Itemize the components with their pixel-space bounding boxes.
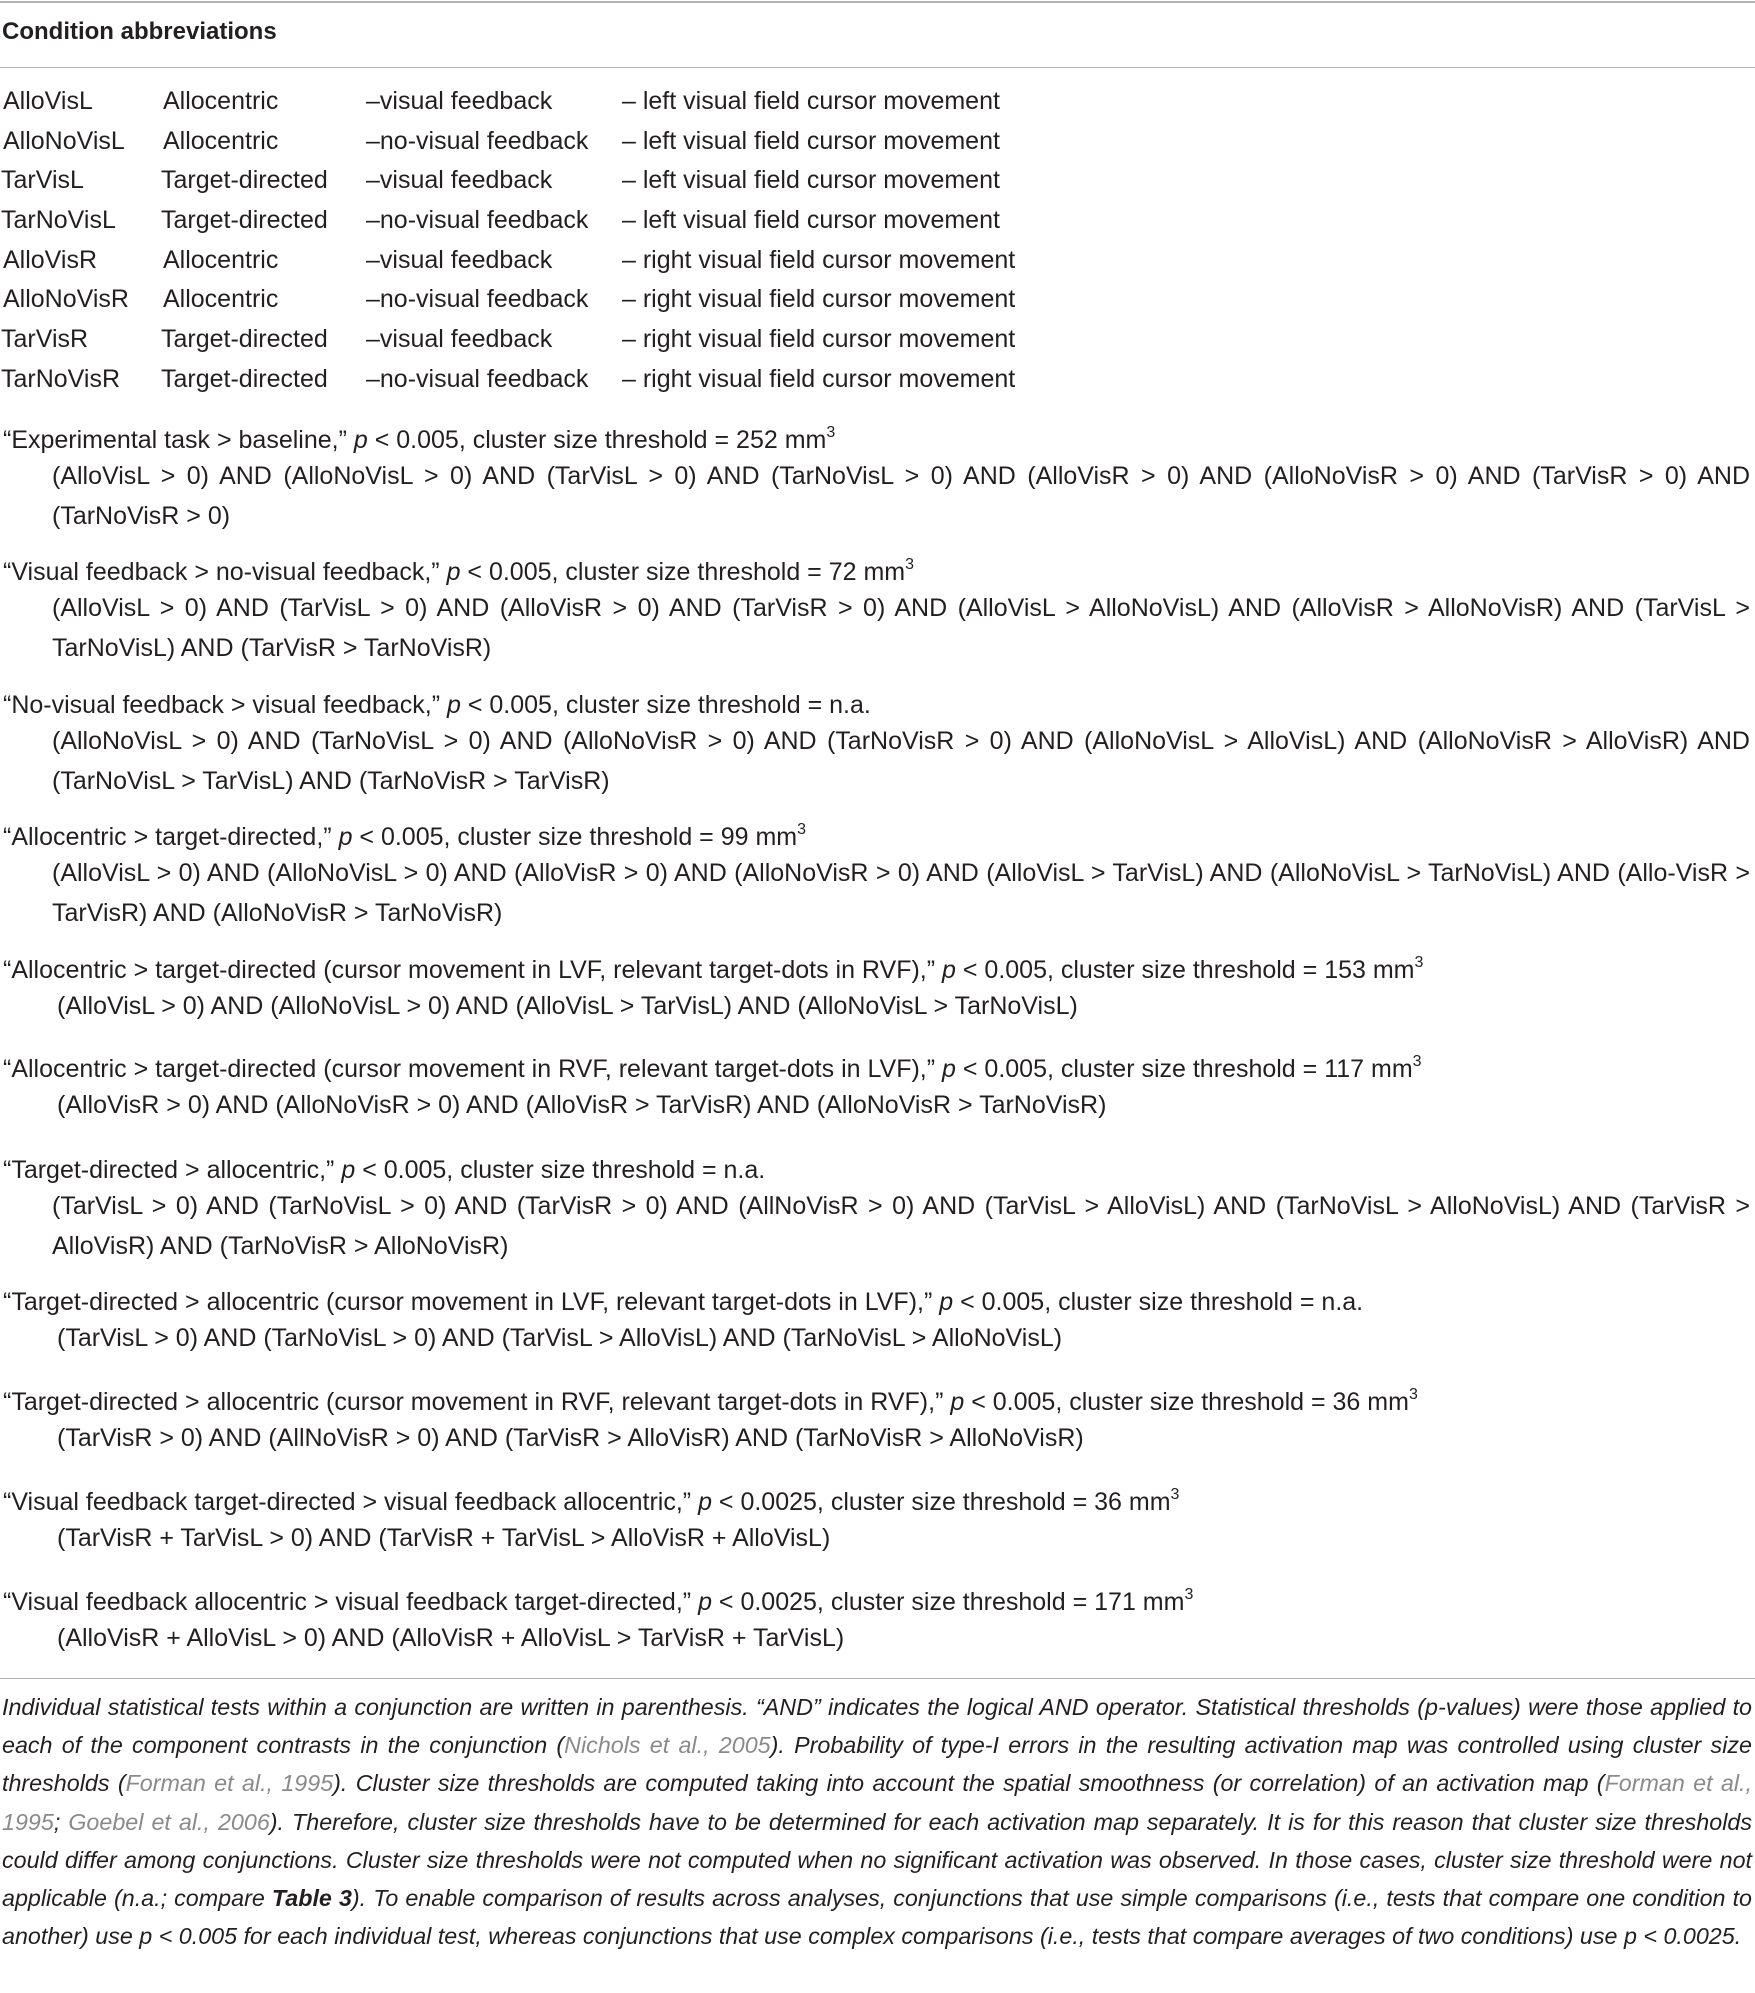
abbr-strategy: Target-directed xyxy=(161,325,328,354)
p-symbol: p xyxy=(939,1288,954,1316)
threshold-text: < 0.005, cluster size threshold = n.a. xyxy=(460,691,871,719)
abbr-field: – right visual field cursor movement xyxy=(622,285,1016,314)
table-reference-link[interactable]: Table 3 xyxy=(271,1885,352,1912)
abbr-field: – left visual field cursor movement xyxy=(622,206,1000,235)
conjunction-formula: (AlloVisL > 0) AND (AlloNoVisL > 0) AND (AlloVisL > TarVisL) AND (AlloNoVisL > TarNoVisL) xyxy=(57,992,1078,1020)
threshold-text: < 0.005, cluster size threshold = 99 mm xyxy=(352,823,798,851)
citation-link[interactable]: Goebel et al., 2006 xyxy=(68,1808,270,1835)
conjunction-formula: (TarVisR + TarVisL > 0) AND (TarVisR + TarVisL > AlloVisR + AlloVisL) xyxy=(57,1524,831,1552)
conjunction-title xyxy=(3,819,806,855)
abbr-strategy: Target-directed xyxy=(161,166,328,195)
threshold-text: < 0.005, cluster size threshold = 36 mm xyxy=(964,1388,1409,1416)
footnote-text: ). Probability of type-I errors in the resulting activation map was controlled using cluster size thresholds ( xyxy=(2,1732,1752,1797)
conjunction-formula: (AlloVisL > 0) AND (AlloNoVisL > 0) AND (AlloVisR > 0) AND (AlloNoVisR > 0) AND (AlloVisL > TarVisL) AND (AlloNoVisL > TarNoVisL) AND (Allo-VisR > TarVisR) AND (AlloNoVisR > TarNoVisR) xyxy=(52,859,1750,927)
p-symbol: p xyxy=(446,558,461,586)
p-symbol: p xyxy=(446,691,461,719)
citation-link[interactable]: Forman et al., 1995 xyxy=(125,1770,334,1797)
abbr-field: – left visual field cursor movement xyxy=(622,126,1000,155)
abbr-code: TarVisL xyxy=(1,166,84,195)
conjunction-title xyxy=(3,554,914,590)
unit-superscript: 3 xyxy=(905,555,915,573)
bottom-rule xyxy=(0,1678,1755,1679)
abbr-feedback: –no-visual feedback xyxy=(366,285,589,314)
conjunction-formula: (TarVisR > 0) AND (AllNoVisR > 0) AND (TarVisR > AlloVisR) AND (TarNoVisR > AlloNoVisR) xyxy=(57,1424,1084,1452)
footnote-text: ; xyxy=(53,1808,69,1835)
abbr-code: TarNoVisR xyxy=(1,364,121,393)
abbr-code: TarNoVisL xyxy=(1,206,116,235)
footnote-text: Individual statistical tests within a conjunction are written in parenthesis. “AND” indicates the logical AND operator. Statistical thresholds (p-values) were those applied to each of the component contrasts in the conjunction ( xyxy=(2,1694,1752,1759)
abbr-field: – right visual field cursor movement xyxy=(622,364,1016,393)
abbr-field: – right visual field cursor movement xyxy=(622,245,1016,274)
abbr-code: AlloNoVisL xyxy=(3,126,125,155)
abbr-field: – right visual field cursor movement xyxy=(622,325,1016,354)
abbr-feedback: –no-visual feedback xyxy=(366,206,589,235)
conjunction-title xyxy=(3,1051,1422,1087)
conjunction-title xyxy=(3,687,871,723)
p-symbol: p xyxy=(942,956,956,984)
top-rule xyxy=(0,1,1755,3)
threshold-text: < 0.0025, cluster size threshold = 36 mm xyxy=(711,1488,1171,1516)
p-symbol: p xyxy=(698,1488,712,1516)
abbr-feedback: –visual feedback xyxy=(366,245,553,274)
threshold-text: < 0.0025, cluster size threshold = 171 mm xyxy=(711,1588,1185,1616)
abbr-strategy: Target-directed xyxy=(161,364,328,393)
abbr-code: AlloVisL xyxy=(3,87,93,115)
contrast-name: “Visual feedback allocentric > visual feedback target-directed,” xyxy=(3,1588,692,1616)
p-symbol: p xyxy=(950,1388,965,1416)
unit-superscript: 3 xyxy=(1408,1385,1418,1403)
abbr-strategy: Allocentric xyxy=(163,285,279,314)
contrast-name: “Allocentric > target-directed (cursor movement in RVF, relevant target-dots in LVF),” xyxy=(3,1055,936,1083)
abbr-strategy: Allocentric xyxy=(163,126,279,155)
table-footnote xyxy=(2,1688,1752,1955)
conjunction-title xyxy=(3,1152,765,1188)
conjunction-title xyxy=(3,422,835,458)
conjunction-formula: (TarVisL > 0) AND (TarNoVisL > 0) AND (TarVisR > 0) AND (AllNoVisR > 0) AND (TarVisL > AlloVisL) AND (TarNoVisL > AlloNoVisL) AND (TarVisR > AlloVisR) AND (TarNoVisR > AlloNoVisR) xyxy=(52,1192,1750,1260)
footnote-text: ). Cluster size thresholds are computed taking into account the spatial smoothness (or correlation) of an activation map ( xyxy=(333,1770,1605,1797)
contrast-name: “Target-directed > allocentric (cursor movement in RVF, relevant target-dots in RVF),” xyxy=(3,1388,944,1416)
abbr-strategy: Target-directed xyxy=(161,206,328,235)
table-header: Condition abbreviations xyxy=(2,18,277,45)
contrast-name: “Visual feedback > no-visual feedback,” xyxy=(3,558,440,586)
conjunction-title xyxy=(3,1384,1418,1420)
abbr-code: AlloVisR xyxy=(3,245,98,274)
threshold-text: < 0.005, cluster size threshold = 153 mm xyxy=(955,956,1415,984)
unit-superscript: 3 xyxy=(1414,953,1424,971)
p-symbol: p xyxy=(338,823,353,851)
unit-superscript: 3 xyxy=(1170,1485,1180,1503)
conjunction-title xyxy=(3,1584,1193,1620)
contrast-name: “Target-directed > allocentric,” xyxy=(3,1156,335,1184)
abbr-code: TarVisR xyxy=(1,325,89,354)
unit-superscript: 3 xyxy=(1412,1052,1422,1070)
threshold-text: < 0.005, cluster size threshold = 72 mm xyxy=(460,558,906,586)
threshold-text: < 0.005, cluster size threshold = n.a. xyxy=(355,1156,766,1184)
contrast-name: “Target-directed > allocentric (cursor movement in LVF, relevant target-dots in LVF),” xyxy=(3,1288,933,1316)
conjunction-formula: (AlloVisR > 0) AND (AlloNoVisR > 0) AND (AlloVisR > TarVisR) AND (AlloNoVisR > TarNoVisR) xyxy=(57,1091,1107,1119)
p-symbol: p xyxy=(341,1156,356,1184)
abbr-strategy: Allocentric xyxy=(163,245,279,274)
conjunction-title xyxy=(3,1284,1363,1320)
conjunction-title xyxy=(3,952,1423,988)
citation-link[interactable]: Nichols et al., 2005 xyxy=(564,1732,771,1759)
abbr-strategy: Allocentric xyxy=(163,87,279,115)
unit-superscript: 3 xyxy=(826,423,836,441)
footnote-text: ). To enable comparison of results across analyses, conjunctions that use simple comparisons (i.e., tests that compare one condition to another) use p < 0.005 for each individual test, whereas conjunctions that use complex comparisons (i.e., tests that compare averages of two conditions) use p < 0.0025. xyxy=(2,1885,1753,1950)
contrast-name: “Allocentric > target-directed,” xyxy=(3,823,332,851)
abbr-feedback: –visual feedback xyxy=(366,166,553,195)
abbr-feedback: –visual feedback xyxy=(366,325,553,354)
conjunction-formula: (AlloNoVisL > 0) AND (TarNoVisL > 0) AND (AlloNoVisR > 0) AND (TarNoVisR > 0) AND (AlloNoVisL > AlloVisL) AND (AlloNoVisR > AlloVisR) AND (TarNoVisL > TarVisL) AND (TarNoVisR > TarVisR) xyxy=(52,727,1750,795)
abbr-feedback: –no-visual feedback xyxy=(366,364,589,393)
unit-superscript: 3 xyxy=(797,820,807,838)
unit-superscript: 3 xyxy=(1184,1585,1194,1603)
threshold-text: < 0.005, cluster size threshold = 117 mm xyxy=(955,1055,1413,1083)
footnote-text: ). Therefore, cluster size thresholds have to be determined for each activation map separately. It is for this reason that cluster size thresholds could differ among conjunctions. Cluster size thresholds were not computed when no significant activation was observed. In those cases, cluster size threshold were not applicable (n.a.; compare xyxy=(2,1808,1753,1912)
conjunction-formula: (AlloVisL > 0) AND (AlloNoVisL > 0) AND (TarVisL > 0) AND (TarNoVisL > 0) AND (AlloVisR > 0) AND (AlloNoVisR > 0) AND (TarVisR > 0) AND (TarNoVisR > 0) xyxy=(52,462,1750,530)
citation-link[interactable]: Forman et al., 1995 xyxy=(2,1770,1752,1835)
contrast-name: “Visual feedback target-directed > visual feedback allocentric,” xyxy=(3,1488,692,1516)
contrast-name: “Experimental task > baseline,” xyxy=(3,426,347,454)
abbr-field: – left visual field cursor movement xyxy=(622,166,1000,195)
threshold-text: < 0.005, cluster size threshold = 252 mm xyxy=(367,426,827,454)
header-rule xyxy=(0,67,1755,68)
abbr-code: AlloNoVisR xyxy=(3,285,129,314)
threshold-text: < 0.005, cluster size threshold = n.a. xyxy=(953,1288,1364,1316)
p-symbol: p xyxy=(942,1055,956,1083)
contrast-name: “Allocentric > target-directed (cursor movement in LVF, relevant target-dots in RVF),” xyxy=(3,956,936,984)
abbr-feedback: –visual feedback xyxy=(366,87,553,115)
contrast-name: “No-visual feedback > visual feedback,” xyxy=(3,691,441,719)
abbr-field: – left visual field cursor movement xyxy=(622,87,1000,115)
conjunction-formula: (AlloVisL > 0) AND (TarVisL > 0) AND (AlloVisR > 0) AND (TarVisR > 0) AND (AlloVisL > AlloNoVisL) AND (AlloVisR > AlloNoVisR) AND (TarVisL > TarNoVisL) AND (TarVisR > TarNoVisR) xyxy=(52,594,1750,662)
abbr-feedback: –no-visual feedback xyxy=(366,126,589,155)
conjunction-formula: (TarVisL > 0) AND (TarNoVisL > 0) AND (TarVisL > AlloVisL) AND (TarNoVisL > AlloNoVisL) xyxy=(57,1324,1063,1352)
p-symbol: p xyxy=(353,426,368,454)
conjunction-title xyxy=(3,1484,1179,1520)
conjunction-formula: (AlloVisR + AlloVisL > 0) AND (AlloVisR + AlloVisL > TarVisR + TarVisL) xyxy=(57,1624,845,1652)
p-symbol: p xyxy=(698,1588,712,1616)
